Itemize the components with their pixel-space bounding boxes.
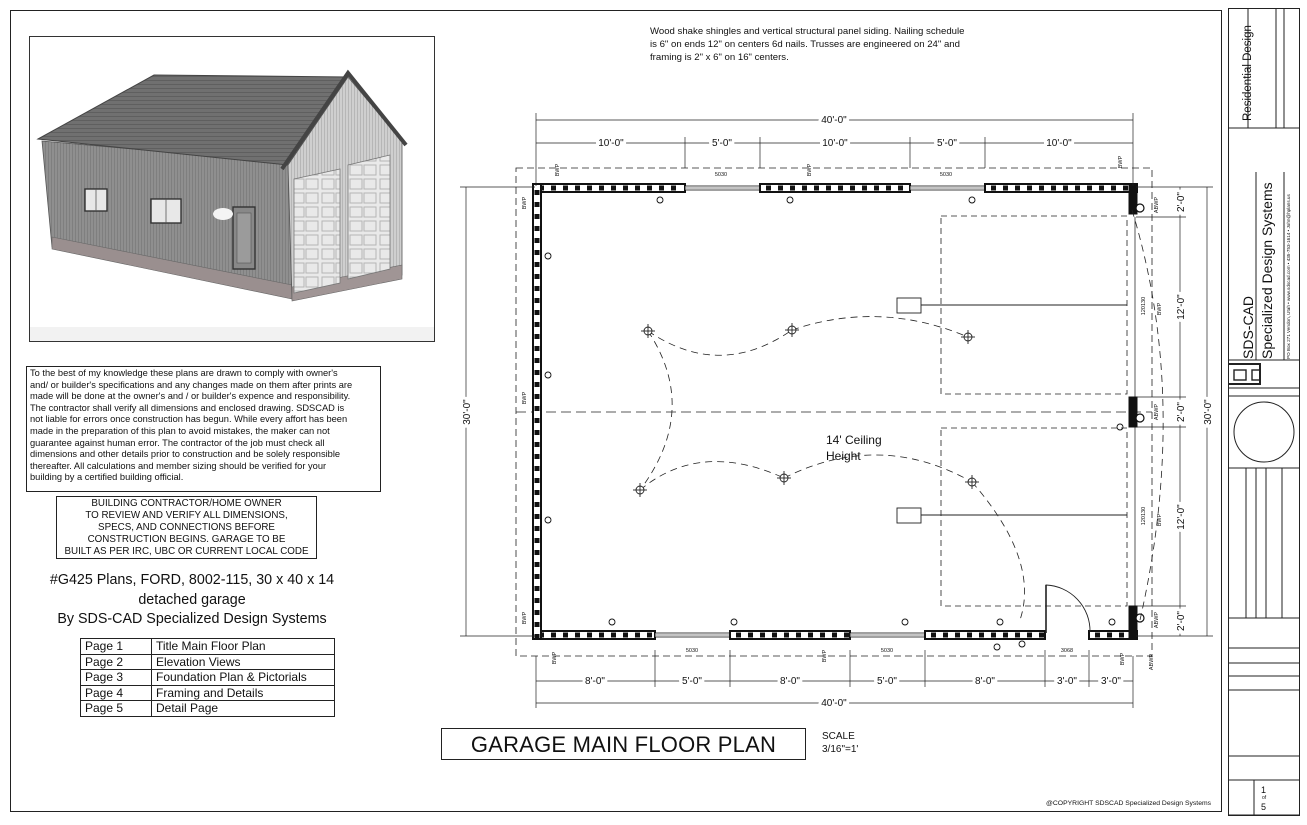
company-address: PO Box 271 Vendon, Utah • www.sdscad.com • 435-753-1614 • John@hplans.us	[1286, 194, 1291, 359]
wall-stud	[844, 633, 849, 638]
wall-label: BWP	[522, 611, 528, 625]
outlet-symbol	[969, 197, 975, 203]
wall-stud	[535, 550, 540, 555]
wall-stud	[967, 633, 972, 638]
wall-stud	[671, 186, 676, 191]
wall-stud	[535, 202, 540, 207]
wall-stud	[931, 633, 936, 638]
wall-stud	[587, 186, 592, 191]
wall-stud	[535, 394, 540, 399]
wall-stud	[535, 526, 540, 531]
wall-stud	[535, 490, 540, 495]
wall-stud	[772, 633, 777, 638]
company-name-line-1: SDS-CAD	[1240, 295, 1256, 359]
wall-annotations	[522, 155, 1163, 670]
overall-width-top: 40'-0"	[821, 115, 847, 126]
wall-stud	[535, 478, 540, 483]
bottom-dim: 8'-0"	[975, 676, 995, 687]
page-number: Page 3	[81, 670, 152, 686]
wall-stud	[535, 430, 540, 435]
wall-stud	[535, 406, 540, 411]
outlet-symbol	[609, 619, 615, 625]
wall-stud	[814, 186, 819, 191]
wall-stud	[1015, 633, 1020, 638]
bottom-dim: 8'-0"	[780, 676, 800, 687]
outlet-symbol	[731, 619, 737, 625]
dimension-lines	[460, 113, 1213, 708]
disclaimer-line: The contractor shall verify all dimensions and enclosed drawing. SDSCAD is	[30, 402, 345, 413]
contractor-line: BUILDING CONTRACTOR/HOME OWNER	[91, 498, 282, 509]
ceiling-lights	[633, 323, 979, 497]
right-dim: 12'-0"	[1176, 504, 1187, 530]
notes-line-2: is 6" on ends 12" on centers 6d nails. Trusses are engineered on 24" and	[650, 39, 960, 50]
wall-label: BWP	[1157, 513, 1163, 527]
wall-stud	[623, 186, 628, 191]
wall-stud	[535, 262, 540, 267]
sheet-number: 1	[1261, 785, 1267, 795]
wall-stud	[535, 454, 540, 459]
page-description: Elevation Views	[152, 654, 335, 670]
wall-stud	[955, 633, 960, 638]
wall-stud	[826, 186, 831, 191]
wall-stud	[886, 186, 891, 191]
bottom-dim: 5'-0"	[877, 676, 897, 687]
bottom-dim: 8'-0"	[585, 676, 605, 687]
wall-stud	[535, 538, 540, 543]
wall-stud	[535, 358, 540, 363]
exterior-walls	[533, 184, 1144, 650]
outlet-symbol	[787, 197, 793, 203]
wall-stud	[991, 186, 996, 191]
wall-stud	[1119, 633, 1124, 638]
wall-stud	[748, 633, 753, 638]
wall-stud	[611, 633, 616, 638]
page-description: Framing and Details	[152, 685, 335, 701]
wall-stud	[898, 186, 903, 191]
wall-stud	[587, 633, 592, 638]
disclaimer-line: made will be done at the owner's and / or builder's expence and responsibility.	[30, 391, 351, 402]
wall-stud	[535, 622, 540, 627]
wall-stud	[1003, 633, 1008, 638]
page-number: Page 4	[81, 685, 152, 701]
disclaimer-line: dimensions and other details prior to construction and be solely responsible	[30, 449, 341, 460]
wall-stud	[535, 466, 540, 471]
wall-stud	[784, 633, 789, 638]
wall-stud	[1051, 186, 1056, 191]
ceiling-height-line-2: Height	[826, 449, 861, 463]
right-dim: 2'-0"	[1176, 192, 1187, 212]
wall-stud	[635, 633, 640, 638]
wall-stud	[820, 633, 825, 638]
wall-stud	[551, 633, 556, 638]
contractor-line: BUILT AS PER IRC, UBC OR CURRENT LOCAL CODE	[64, 546, 309, 557]
wall-stud	[1123, 186, 1128, 191]
title-block	[1228, 8, 1300, 816]
wall-stud	[611, 186, 616, 191]
wall-stud	[535, 190, 540, 195]
wall-stud	[535, 310, 540, 315]
wall-stud	[563, 186, 568, 191]
title-block-grid	[1228, 8, 1300, 816]
disclaimer-line: and/ or builder's specifications and any changes made on them after prints are	[30, 379, 353, 390]
wall-stud	[1075, 186, 1080, 191]
wall-stud	[1027, 633, 1032, 638]
right-dim: 2'-0"	[1176, 402, 1187, 422]
post-symbol	[1136, 614, 1144, 622]
bottom-dim: 5'-0"	[682, 676, 702, 687]
wall-stud	[862, 186, 867, 191]
wall-stud	[838, 186, 843, 191]
top-dim: 5'-0"	[937, 138, 957, 149]
entry-door-swing	[1046, 585, 1090, 633]
overall-depth-left: 30'-0"	[462, 399, 473, 425]
wall-stud	[575, 186, 580, 191]
notes-line-3: framing is 2" x 6" on 16" centers.	[650, 52, 789, 63]
wall-stud	[659, 186, 664, 191]
jamb	[1129, 606, 1137, 639]
notes-line-1: Wood shake shingles and vertical structural panel siding. Nailing schedule	[650, 26, 965, 37]
wall-stud	[736, 633, 741, 638]
wall-stud	[599, 633, 604, 638]
wall-stud	[599, 186, 604, 191]
door-opener	[897, 508, 921, 523]
parking-bay-outline	[941, 428, 1127, 606]
wall-label: BWP	[1157, 302, 1163, 316]
wall-stud	[535, 634, 540, 639]
disclaimer-line: made in the preparation of this plan to avoid mistakes, the maker can not	[30, 425, 330, 436]
wall-stud	[790, 186, 795, 191]
wall-stud	[623, 633, 628, 638]
floor-plan-title: GARAGE MAIN FLOOR PLAN	[441, 728, 806, 760]
wall-stud	[1039, 186, 1044, 191]
right-dim: 12'-0"	[1176, 294, 1187, 320]
wall-stud	[563, 633, 568, 638]
window-label: 5030	[880, 648, 894, 654]
circuit-arc	[640, 331, 672, 490]
circuit-arc	[972, 482, 1025, 620]
jamb-label: ABWP	[1154, 611, 1160, 629]
wall-stud	[535, 322, 540, 327]
top-dim: 10'-0"	[1046, 138, 1072, 149]
jamb	[1129, 397, 1137, 427]
wall-stud	[535, 286, 540, 291]
plan-info-line-2: detached garage	[138, 591, 246, 608]
post-symbol	[1136, 414, 1144, 422]
wall-label: BWP	[522, 196, 528, 210]
door-opener	[897, 298, 921, 313]
contractor-line: TO REVIEW AND VERIFY ALL DIMENSIONS,	[85, 510, 288, 521]
wall-stud	[535, 298, 540, 303]
wall-stud	[647, 186, 652, 191]
circuit-arc	[640, 462, 784, 490]
outlet-symbol	[545, 253, 551, 259]
wall-stud	[535, 226, 540, 231]
circuit-arc	[784, 455, 972, 482]
bottom-dim: 3'-0"	[1101, 676, 1121, 687]
page-number: Page 5	[81, 701, 152, 717]
wall-stud	[535, 274, 540, 279]
wall-stud	[943, 633, 948, 638]
outlet-symbol	[1019, 641, 1025, 647]
overall-width-bottom: 40'-0"	[821, 698, 847, 709]
window-label: 5030	[714, 172, 728, 178]
overall-depth-right: 30'-0"	[1203, 399, 1214, 425]
page-number: Page 1	[81, 639, 152, 655]
company-name-line-2: Specialized Design Systems	[1259, 182, 1275, 359]
garage-door-label: 120130	[1141, 506, 1147, 526]
outlet-symbol	[902, 619, 908, 625]
plan-info-line-1: #G425 Plans, FORD, 8002-115, 30 x 40 x 14	[49, 572, 335, 588]
wall-stud	[1111, 186, 1116, 191]
wall-stud	[991, 633, 996, 638]
jamb-label: ABWP	[1154, 196, 1160, 214]
residential-design-label: Residential Design	[1242, 25, 1254, 121]
outlet-symbol	[994, 644, 1000, 650]
wall-stud	[766, 186, 771, 191]
wall-stud	[1099, 186, 1104, 191]
page-number: Page 2	[81, 654, 152, 670]
plan-info-line-3: By SDS-CAD Specialized Design Systems	[57, 611, 327, 627]
wall-label: BWP	[1118, 155, 1124, 169]
copyright-note: @COPYRIGHT SDSCAD Specialized Design Systems	[1046, 800, 1212, 807]
wall-stud	[535, 250, 540, 255]
wall-stud	[808, 633, 813, 638]
scale-value: 3/16"=1'	[822, 743, 859, 755]
wall-stud	[1087, 186, 1092, 191]
wall-label: BWP	[522, 391, 528, 405]
top-dim: 10'-0"	[822, 138, 848, 149]
wall-stud	[535, 418, 540, 423]
outlet-symbol	[1109, 619, 1115, 625]
door-label: 3068	[1060, 648, 1074, 654]
wall-stud	[802, 186, 807, 191]
window-label: 5030	[939, 172, 953, 178]
sheet-of: of	[1262, 795, 1267, 801]
wall-stud	[535, 238, 540, 243]
wall-stud	[535, 370, 540, 375]
wall-stud	[535, 442, 540, 447]
circuit-arc	[648, 330, 792, 355]
wall-stud	[778, 186, 783, 191]
contractor-line: CONSTRUCTION BEGINS. GARAGE TO BE	[87, 534, 286, 545]
ceiling-height-line-1: 14' Ceiling	[826, 433, 882, 447]
wall-stud	[1015, 186, 1020, 191]
wall-stud	[535, 562, 540, 567]
wall-stud	[850, 186, 855, 191]
disclaimer-line: thereafter. All calculations and member sizing should be verified for your	[30, 460, 327, 471]
bottom-dim: 3'-0"	[1057, 676, 1077, 687]
garage-door-label: 120130	[1141, 296, 1147, 316]
sheet-total: 5	[1261, 802, 1267, 812]
window-label: 5030	[685, 648, 699, 654]
wall-stud	[551, 186, 556, 191]
outlet-symbol	[997, 619, 1003, 625]
top-dim: 5'-0"	[712, 138, 732, 149]
wall-stud	[1063, 186, 1068, 191]
wall-stud	[535, 586, 540, 591]
jamb-label: ABWP	[1149, 653, 1155, 671]
outlet-symbol	[1117, 424, 1123, 430]
wall-stud	[1003, 186, 1008, 191]
post-symbol	[1136, 204, 1144, 212]
contractor-line: SPECS, AND CONNECTIONS BEFORE	[98, 522, 275, 533]
wall-stud	[1039, 633, 1044, 638]
circuit-arc	[792, 317, 968, 337]
disclaimer-line: guarantee against human error. The contractor of the job must check all	[30, 437, 325, 448]
wall-stud	[535, 574, 540, 579]
disclaimer-line: building by a certified building official.	[30, 472, 184, 483]
wall-stud	[1027, 186, 1032, 191]
wall-stud	[535, 502, 540, 507]
wall-label: BWP	[552, 651, 558, 665]
wall-stud	[535, 346, 540, 351]
wall-stud	[796, 633, 801, 638]
wall-stud	[535, 214, 540, 219]
outlet-symbol	[545, 517, 551, 523]
right-dim: 2'-0"	[1176, 611, 1187, 631]
jamb-label: ABWP	[1154, 403, 1160, 421]
wall-stud	[832, 633, 837, 638]
wall-label: BWP	[1120, 652, 1126, 666]
wall-stud	[647, 633, 652, 638]
wall-label: BWP	[555, 163, 561, 177]
outlet-symbol	[545, 372, 551, 378]
wall-stud	[535, 334, 540, 339]
disclaimer-line: To the best of my knowledge these plans are drawn to comply with owner's	[30, 368, 338, 378]
outlet-symbol	[657, 197, 663, 203]
page-description: Foundation Plan & Pictorials	[152, 670, 335, 686]
scale-note	[822, 731, 858, 756]
wall-stud	[635, 186, 640, 191]
wall-stud	[1095, 633, 1100, 638]
wall-stud	[535, 610, 540, 615]
top-dim: 10'-0"	[598, 138, 624, 149]
wall-stud	[979, 633, 984, 638]
wall-stud	[575, 633, 580, 638]
wall-label: BWP	[807, 163, 813, 177]
scale-label: SCALE	[822, 731, 855, 742]
disclaimer-line: not liable for errors once construction has begun. While every affort has been	[30, 414, 348, 425]
wall-stud	[874, 186, 879, 191]
page-description: Title Main Floor Plan	[152, 639, 335, 655]
wall-stud	[535, 382, 540, 387]
wall-stud	[1107, 633, 1112, 638]
wall-stud	[760, 633, 765, 638]
wall-stud	[535, 598, 540, 603]
wall-stud	[535, 514, 540, 519]
wall-label: BWP	[822, 649, 828, 663]
page-description: Detail Page	[152, 701, 335, 717]
